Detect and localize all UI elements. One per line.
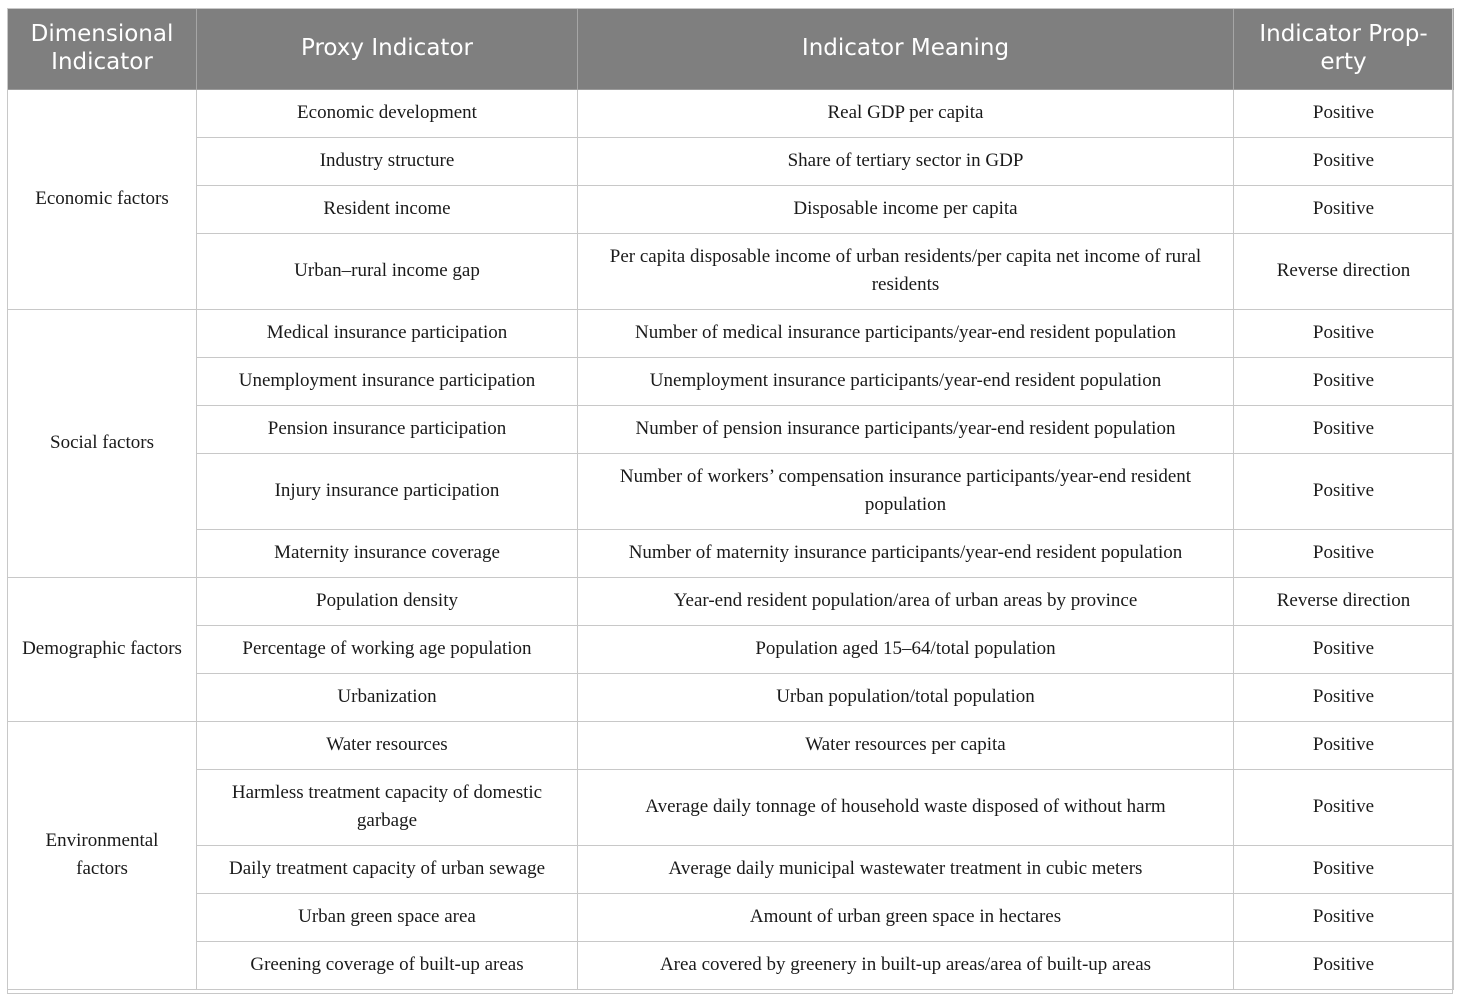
meaning-cell: Per capita disposable income of urban residents/per capita net income of rural residents xyxy=(578,233,1234,309)
table-row xyxy=(8,721,1454,769)
property-cell: Positive xyxy=(1234,845,1454,893)
proxy-cell: Industry structure xyxy=(197,137,578,185)
table-row xyxy=(8,89,1454,137)
property-cell: Reverse direction xyxy=(1234,577,1454,625)
table-row xyxy=(8,137,1454,185)
property-cell: Positive xyxy=(1234,529,1454,577)
meaning-cell: Real GDP per capita xyxy=(578,89,1234,137)
proxy-cell: Unemployment insurance participation xyxy=(197,357,578,405)
proxy-cell: Daily treatment capacity of urban sewage xyxy=(197,845,578,893)
property-cell: Positive xyxy=(1234,721,1454,769)
dimension-cell-social: Social factors xyxy=(8,309,197,577)
proxy-cell: Water resources xyxy=(197,721,578,769)
meaning-cell: Average daily municipal wastewater treatment in cubic meters xyxy=(578,845,1234,893)
property-cell: Positive xyxy=(1234,941,1454,989)
meaning-cell: Number of medical insurance participants/year-end resident population xyxy=(578,309,1234,357)
proxy-cell: Injury insurance participation xyxy=(197,453,578,529)
meaning-cell: Year-end resident population/area of urban areas by province xyxy=(578,577,1234,625)
proxy-cell: Harmless treatment capacity of domestic garbage xyxy=(197,769,578,845)
table-header xyxy=(8,8,1454,89)
header-indicator-property xyxy=(1234,8,1454,89)
property-cell: Positive xyxy=(1234,893,1454,941)
property-cell: Positive xyxy=(1234,673,1454,721)
meaning-cell: Amount of urban green space in hectares xyxy=(578,893,1234,941)
meaning-cell: Number of pension insurance participants/year-end resident population xyxy=(578,405,1234,453)
proxy-cell: Greening coverage of built-up areas xyxy=(197,941,578,989)
header-proxy-indicator: Proxy Indicator xyxy=(197,8,578,89)
meaning-cell: Water resources per capita xyxy=(578,721,1234,769)
meaning-cell: Area covered by greenery in built-up areas/area of built-up areas xyxy=(578,941,1234,989)
proxy-cell: Resident income xyxy=(197,185,578,233)
header-line: erty xyxy=(1320,49,1367,76)
meaning-cell: Disposable income per capita xyxy=(578,185,1234,233)
table-row xyxy=(8,309,1454,357)
property-cell: Positive xyxy=(1234,357,1454,405)
proxy-cell: Pension insurance participation xyxy=(197,405,578,453)
property-cell: Positive xyxy=(1234,453,1454,529)
table-row xyxy=(8,529,1454,577)
property-cell: Positive xyxy=(1234,137,1454,185)
table-row xyxy=(8,845,1454,893)
table-row xyxy=(8,625,1454,673)
proxy-cell: Population density xyxy=(197,577,578,625)
meaning-cell: Number of maternity insurance participants/year-end resident population xyxy=(578,529,1234,577)
table-body xyxy=(8,89,1454,989)
table-row xyxy=(8,453,1454,529)
dimension-cell-demographic: Demographic factors xyxy=(8,577,197,721)
table-row xyxy=(8,673,1454,721)
property-cell: Positive xyxy=(1234,405,1454,453)
table-row xyxy=(8,577,1454,625)
header-line: Indicator Prop- xyxy=(1259,21,1428,48)
property-cell: Positive xyxy=(1234,769,1454,845)
proxy-cell: Urban green space area xyxy=(197,893,578,941)
meaning-cell: Urban population/total population xyxy=(578,673,1234,721)
dimension-cell-economic: Economic factors xyxy=(8,89,197,309)
header-line: Indicator xyxy=(51,49,153,76)
table-row xyxy=(8,185,1454,233)
proxy-cell: Percentage of working age population xyxy=(197,625,578,673)
property-cell: Positive xyxy=(1234,185,1454,233)
proxy-cell: Urban–rural income gap xyxy=(197,233,578,309)
proxy-cell: Urbanization xyxy=(197,673,578,721)
proxy-cell: Maternity insurance coverage xyxy=(197,529,578,577)
header-line: Dimensional xyxy=(30,21,174,48)
indicator-table xyxy=(7,8,1454,990)
table-row xyxy=(8,893,1454,941)
proxy-cell: Medical insurance participation xyxy=(197,309,578,357)
meaning-cell: Unemployment insurance participants/year-end resident population xyxy=(578,357,1234,405)
table-row xyxy=(8,769,1454,845)
proxy-cell: Economic development xyxy=(197,89,578,137)
property-cell: Reverse direction xyxy=(1234,233,1454,309)
property-cell: Positive xyxy=(1234,309,1454,357)
property-cell: Positive xyxy=(1234,625,1454,673)
meaning-cell: Population aged 15–64/total population xyxy=(578,625,1234,673)
header-dimensional-indicator xyxy=(8,8,197,89)
table-row xyxy=(8,405,1454,453)
dimension-cell-environmental: Environmental factors xyxy=(8,721,197,989)
meaning-cell: Average daily tonnage of household waste disposed of without harm xyxy=(578,769,1234,845)
table-row xyxy=(8,233,1454,309)
table-row xyxy=(8,941,1454,989)
property-cell: Positive xyxy=(1234,89,1454,137)
header-indicator-meaning: Indicator Meaning xyxy=(578,8,1234,89)
table-row xyxy=(8,357,1454,405)
header-row xyxy=(8,8,1454,89)
meaning-cell: Number of workers’ compensation insurance participants/year-end resident population xyxy=(578,453,1234,529)
meaning-cell: Share of tertiary sector in GDP xyxy=(578,137,1234,185)
